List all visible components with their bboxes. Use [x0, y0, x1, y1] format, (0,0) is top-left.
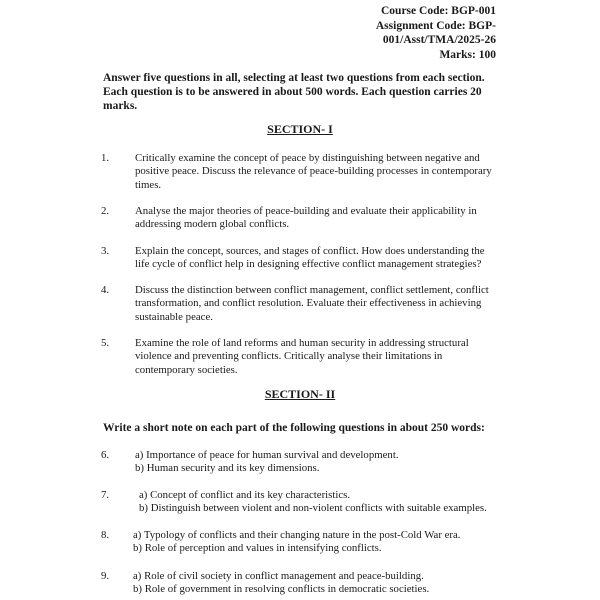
question-line: b) Role of government in resolving conflicts in democratic societies.	[133, 583, 430, 596]
question-line: Explain the concept, sources, and stages of conflict. How does understanding the	[135, 245, 485, 257]
question-text	[135, 245, 521, 272]
question-line: Critically examine the concept of peace by distinguishing between negative and	[135, 152, 480, 164]
question-line: life cycle of conflict help in designing effective conflict management strategies?	[135, 258, 482, 271]
assignment-code-line2: 001/Asst/TMA/2025-26	[382, 34, 496, 46]
question-number: 7.	[101, 489, 110, 501]
question-text	[135, 152, 521, 192]
question-text	[135, 337, 521, 377]
question-text	[133, 570, 519, 597]
question-line: violence and preventing conflicts. Critically analyse their limitations in	[135, 350, 443, 363]
question-line: a) Concept of conflict and its key characteristics.	[139, 489, 351, 501]
question-line: a) Role of civil society in conflict management and peace-building.	[133, 570, 424, 582]
question-number: 1.	[101, 152, 110, 164]
document-header	[372, 4, 496, 62]
question-number: 3.	[101, 245, 110, 257]
question-line: times.	[135, 178, 162, 191]
question-line: contemporary societies.	[135, 363, 238, 376]
question-line: addressing modern global conflicts.	[135, 218, 290, 231]
section-2-instruction: Write a short note on each part of the following questions in about 250 words:	[103, 422, 485, 434]
question-number: 6.	[101, 449, 110, 461]
question-number: 4.	[101, 284, 110, 296]
marks: Marks: 100	[439, 48, 496, 61]
question-line: b) Human security and its key dimensions.	[135, 462, 320, 475]
section-2-heading: SECTION- II	[264, 387, 336, 401]
question-line: b) Role of perception and values in intensifying conflicts.	[133, 542, 382, 555]
question-number: 5.	[101, 337, 110, 349]
question-line: Analyse the major theories of peace-building and evaluate their applicability in	[135, 205, 477, 217]
question-text	[133, 529, 519, 556]
course-code: Course Code: BGP-001	[381, 5, 496, 17]
question-number: 2.	[101, 205, 110, 217]
question-line: b) Distinguish between violent and non-violent conflicts with suitable examples.	[139, 502, 487, 515]
question-line: a) Importance of peace for human survival and development.	[135, 449, 399, 461]
question-line: positive peace. Discuss the relevance of peace-building processes in contemporary	[135, 165, 492, 178]
question-line: Discuss the distinction between conflict management, conflict settlement, conflict	[135, 284, 489, 296]
assignment-code-line1: Assignment Code: BGP-	[375, 19, 496, 32]
section-1-heading: SECTION- I	[267, 122, 333, 136]
question-line: sustainable peace.	[135, 310, 213, 323]
question-text	[135, 284, 521, 324]
question-text	[139, 489, 525, 516]
general-instructions: Answer five questions in all, selecting at least two questions from each section. Each question is to be answered in about 500 words. Each question carries 20 marks.	[103, 72, 485, 112]
question-number: 9.	[101, 570, 110, 582]
question-line: Examine the role of land reforms and human security in addressing structural	[135, 337, 469, 349]
question-line: transformation, and conflict resolution. Evaluate their effectiveness in achieving	[135, 297, 482, 310]
question-number: 8.	[101, 529, 110, 541]
question-text	[135, 205, 521, 232]
question-text	[135, 449, 521, 476]
question-line: a) Typology of conflicts and their changing nature in the post-Cold War era.	[133, 529, 461, 541]
